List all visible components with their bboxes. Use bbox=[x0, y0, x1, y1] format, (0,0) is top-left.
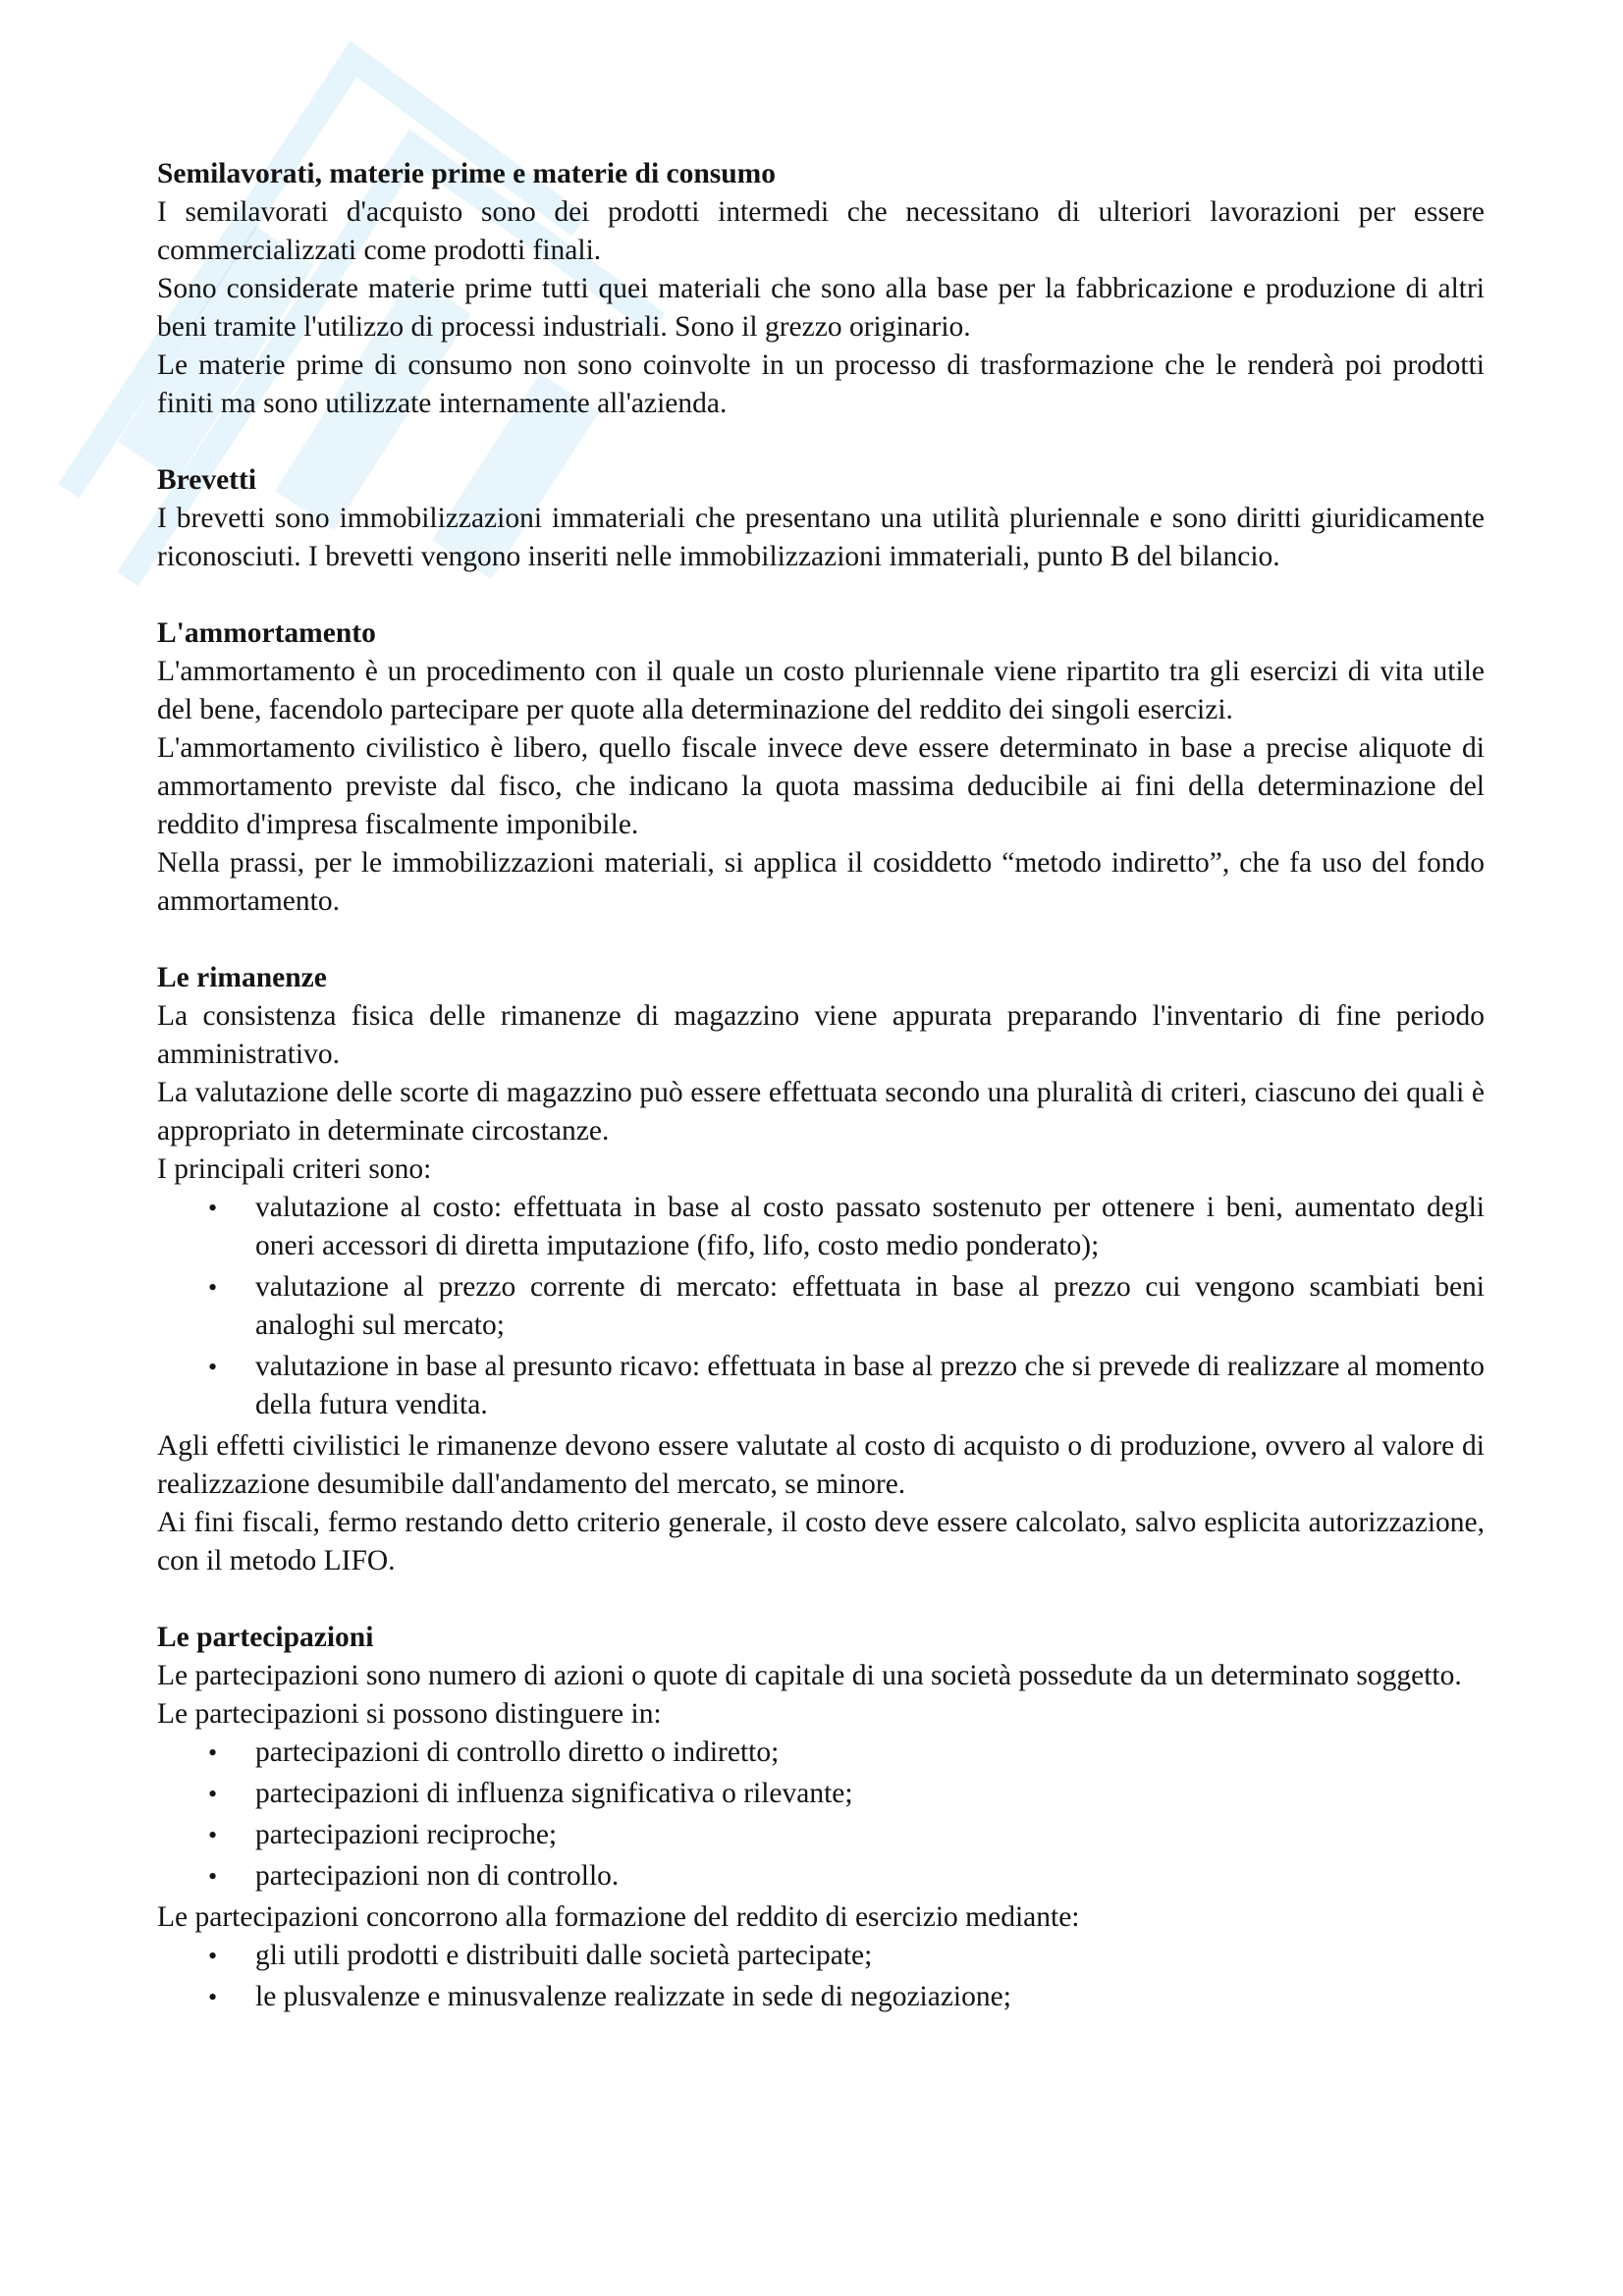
bullet-list bbox=[157, 1734, 1485, 1896]
bullet-icon: • bbox=[208, 1353, 218, 1381]
section-heading: Brevetti bbox=[157, 464, 257, 496]
list-item bbox=[157, 1937, 1485, 1975]
section-ammortamento bbox=[157, 614, 1485, 921]
paragraph: Ai fini fiscali, fermo restando detto criterio generale, il costo deve essere calcolato, salvo esplicita autorizzazione, con il metodo LIFO. bbox=[157, 1507, 1485, 1576]
section-heading: L'ammortamento bbox=[157, 617, 376, 649]
list-item bbox=[157, 1268, 1485, 1345]
list-item-text: valutazione in base al presunto ricavo: effettuata in base al prezzo che si prevede di realizzare al momento della futura vendita. bbox=[255, 1351, 1485, 1420]
paragraph: Le partecipazioni concorrono alla formazione del reddito di esercizio mediante: bbox=[157, 1901, 1080, 1933]
section-heading: Semilavorati, materie prime e materie di consumo bbox=[157, 158, 776, 189]
paragraph: Le partecipazioni si possono distinguere in: bbox=[157, 1698, 662, 1730]
bullet-icon: • bbox=[208, 1738, 218, 1767]
list-item bbox=[157, 1857, 1485, 1896]
bullet-icon: • bbox=[208, 1194, 218, 1222]
paragraph: I principali criteri sono: bbox=[157, 1153, 432, 1185]
list-item bbox=[157, 1978, 1485, 2016]
paragraph: L'ammortamento civilistico è libero, quello fiscale invece deve essere determinato in base a precise aliquote di ammortamento previste dal fisco, che indicano la quota massima deducibile ai fini della determinazione del reddito d'impresa fiscalmente imponibile. bbox=[157, 732, 1485, 840]
list-item-text: partecipazioni di controllo diretto o indiretto; bbox=[255, 1736, 780, 1768]
paragraph: L'ammortamento è un procedimento con il quale un costo pluriennale viene ripartito tra gli esercizi di vita utile del bene, facendolo partecipare per quote alla determinazione del reddito dei singoli esercizi. bbox=[157, 656, 1485, 725]
section-heading: Le partecipazioni bbox=[157, 1622, 374, 1653]
list-item-text: valutazione al costo: effettuata in base al costo passato sostenuto per ottenere i beni, aumentato degli oneri accessori di diretta imputazione (fifo, lifo, costo medio ponderato); bbox=[255, 1192, 1485, 1261]
list-item-text: le plusvalenze e minusvalenze realizzate in sede di negoziazione; bbox=[255, 1981, 1011, 2012]
list-item-text: partecipazioni di influenza significativa o rilevante; bbox=[255, 1778, 853, 1809]
paragraph: La valutazione delle scorte di magazzino può essere effettuata secondo una pluralità di criteri, ciascuno dei quali è appropriato in determinate circostanze. bbox=[157, 1077, 1485, 1147]
paragraph: I brevetti sono immobilizzazioni immateriali che presentano una utilità pluriennale e sono diritti giuridicamente riconosciuti. I brevetti vengono inseriti nelle immobilizzazioni immateriali, punto B del bilancio. bbox=[157, 503, 1485, 572]
list-item-text: partecipazioni non di controllo. bbox=[255, 1860, 620, 1892]
paragraph: Le materie prime di consumo non sono coinvolte in un processo di trasformazione che le renderà poi prodotti finiti ma sono utilizzate internamente all'azienda. bbox=[157, 349, 1485, 419]
document-page bbox=[157, 155, 1485, 2055]
paragraph: Nella prassi, per le immobilizzazioni materiali, si applica il cosiddetto “metodo indiretto”, che fa uso del fondo ammortamento. bbox=[157, 847, 1485, 917]
list-item bbox=[157, 1189, 1485, 1265]
bullet-list bbox=[157, 1189, 1485, 1424]
section-partecipazioni bbox=[157, 1619, 1485, 2016]
bullet-icon: • bbox=[208, 1780, 218, 1808]
list-item-text: partecipazioni reciproche; bbox=[255, 1819, 558, 1850]
bullet-list bbox=[157, 1937, 1485, 2016]
bullet-icon: • bbox=[208, 1273, 218, 1302]
paragraph: La consistenza fisica delle rimanenze di magazzino viene appurata preparando l'inventario di fine periodo amministrativo. bbox=[157, 1000, 1485, 1070]
paragraph: Sono considerate materie prime tutti quei materiali che sono alla base per la fabbricazione e produzione di altri beni tramite l'utilizzo di processi industriali. Sono il grezzo originario. bbox=[157, 273, 1485, 343]
list-item bbox=[157, 1734, 1485, 1772]
list-item bbox=[157, 1348, 1485, 1424]
section-heading: Le rimanenze bbox=[157, 962, 327, 993]
list-item bbox=[157, 1775, 1485, 1813]
bullet-icon: • bbox=[208, 1942, 218, 1970]
section-brevetti bbox=[157, 461, 1485, 576]
list-item-text: gli utili prodotti e distribuiti dalle società partecipate; bbox=[255, 1940, 873, 1971]
bullet-icon: • bbox=[208, 1983, 218, 2011]
list-item-text: valutazione al prezzo corrente di mercato: effettuata in base al prezzo cui vengono scambiati beni analoghi sul mercato; bbox=[255, 1271, 1485, 1341]
bullet-icon: • bbox=[208, 1821, 218, 1849]
paragraph: Le partecipazioni sono numero di azioni o quote di capitale di una società possedute da un determinato soggetto. bbox=[157, 1660, 1462, 1691]
section-rimanenze bbox=[157, 959, 1485, 1580]
section-semilavorati bbox=[157, 155, 1485, 423]
paragraph: I semilavorati d'acquisto sono dei prodotti intermedi che necessitano di ulteriori lavorazioni per essere commercializzati come prodotti finali. bbox=[157, 196, 1485, 266]
bullet-icon: • bbox=[208, 1862, 218, 1891]
list-item bbox=[157, 1816, 1485, 1854]
paragraph: Agli effetti civilistici le rimanenze devono essere valutate al costo di acquisto o di produzione, ovvero al valore di realizzazione desumibile dall'andamento del mercato, se minore. bbox=[157, 1430, 1485, 1500]
